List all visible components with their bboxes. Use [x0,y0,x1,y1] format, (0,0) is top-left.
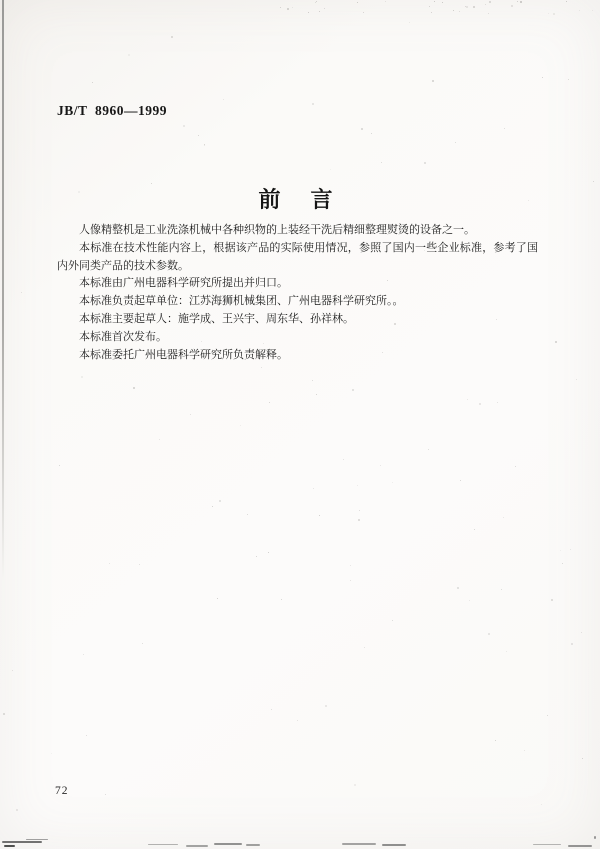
foreword-paragraph: 本标准在技术性能内容上，根据该产品的实际使用情况，参照了国内一些企业标准，参考了国内外同类产品的技术参数。 [57,241,538,272]
scan-edge-line [2,0,4,580]
foreword-paragraph: 人像精整机是工业洗涤机械中各种织物的上装经干洗后精细整理熨烫的设备之一。 [79,224,475,236]
foreword-paragraph: 本标准首次发布。 [79,330,167,343]
foreword-paragraph: 本标准主要起草人：施学成、王兴宇、周东华、孙祥林。 [79,312,354,325]
page-title: 前 言 [258,187,337,212]
page-number: 72 [55,785,69,797]
foreword-paragraph: 本标准委托广州电器科学研究所负责解释。 [79,348,288,361]
standard-number: JB/T 8960—1999 [57,103,168,118]
foreword-paragraph: 本标准由广州电器科学研究所提出并归口。 [79,277,288,290]
foreword-body [57,222,538,364]
foreword-paragraph: 本标准负责起草单位：江苏海狮机械集团、广州电器科学研究所。。 [79,295,404,308]
